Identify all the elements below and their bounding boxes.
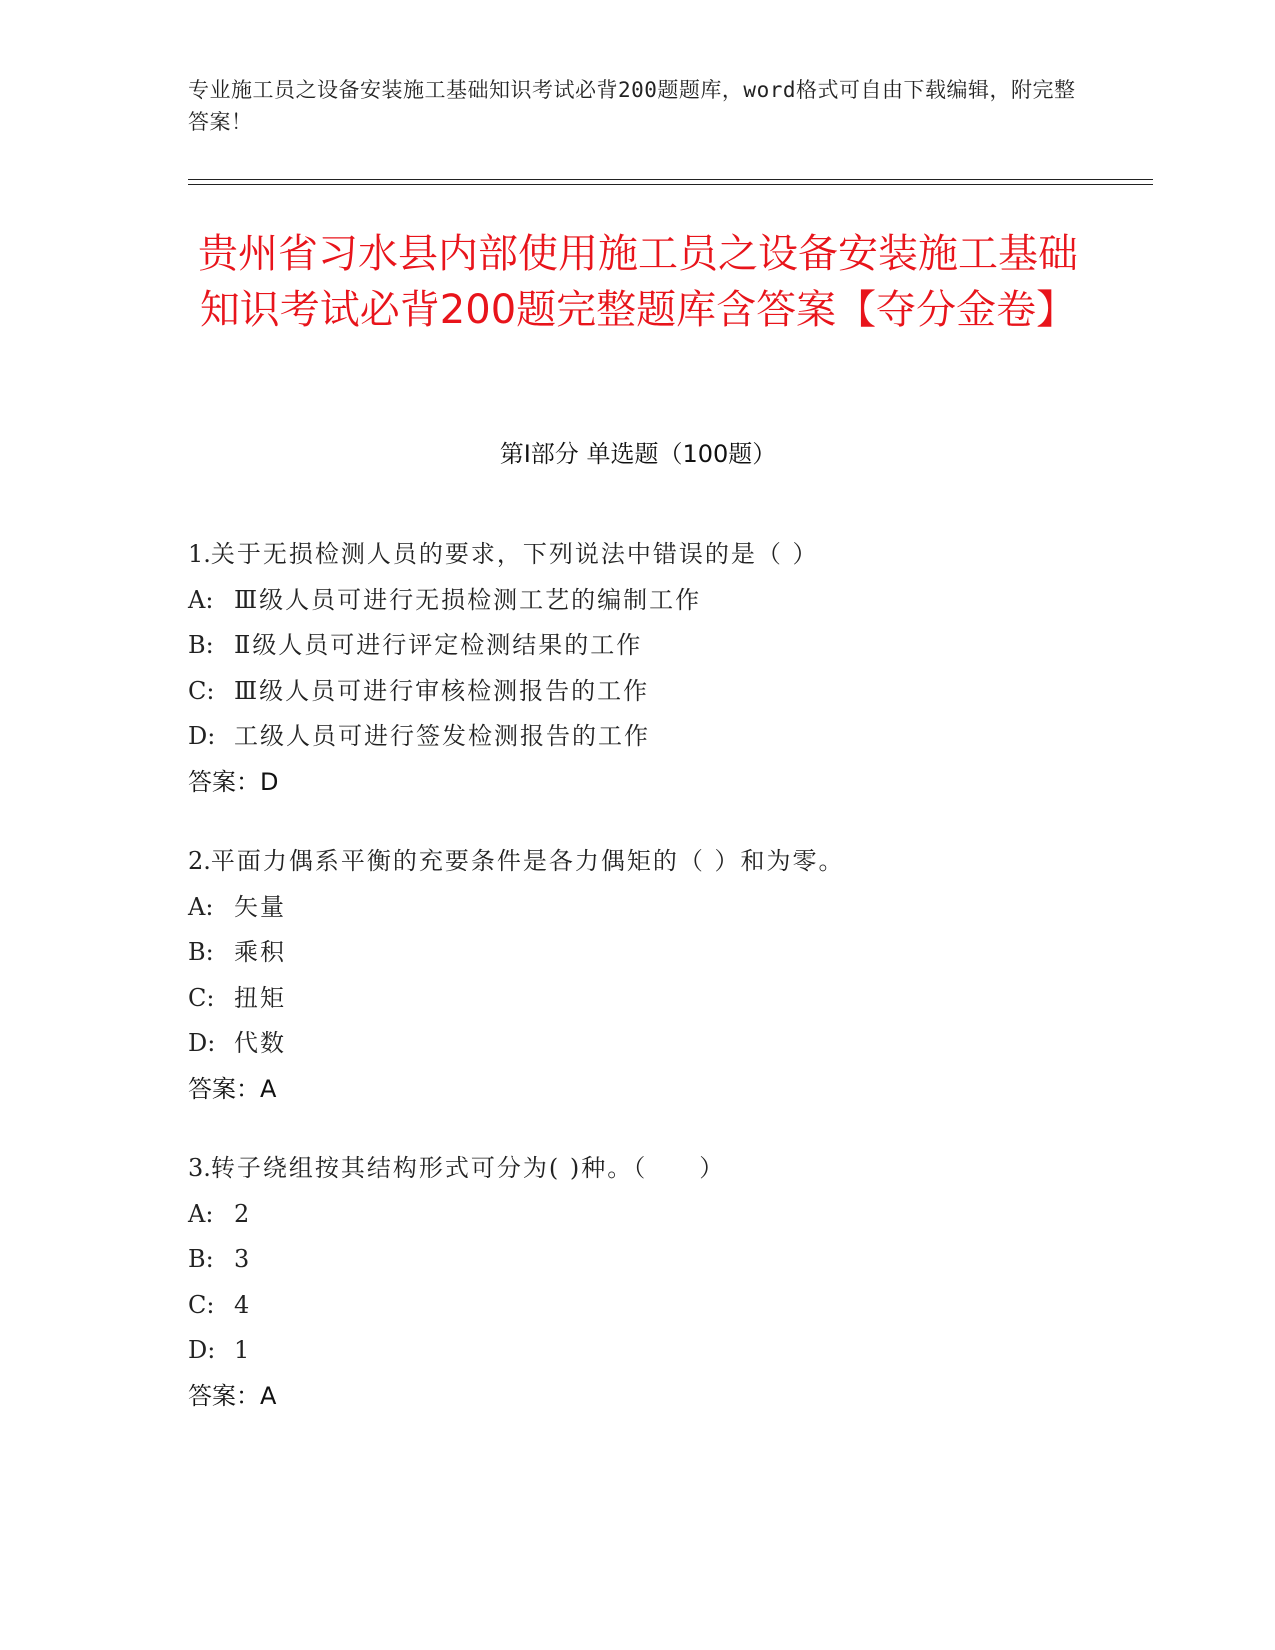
answer-label: 答案：	[188, 767, 260, 796]
option-key: B:	[188, 1245, 214, 1273]
question-stem	[188, 1146, 1148, 1192]
question-number: 3.	[188, 1154, 211, 1182]
answer-label: 答案：	[188, 1381, 260, 1410]
question-1	[188, 532, 1148, 805]
option-a	[188, 578, 1148, 624]
option-key: A:	[188, 585, 214, 614]
option-text: 扭矩	[234, 983, 286, 1012]
question-text: 平面力偶系平衡的充要条件是各力偶矩的（ ）和为零。	[210, 847, 845, 875]
option-text: 工级人员可进行签发检测报告的工作	[234, 722, 650, 750]
question-text: 关于无损检测人员的要求，下列说法中错误的是（ ）	[210, 540, 819, 568]
option-a	[188, 1192, 1148, 1238]
option-text: 代数	[234, 1029, 286, 1057]
header-divider-bottom	[188, 184, 1153, 185]
header-divider-top	[188, 179, 1153, 180]
option-text: Ⅲ级人员可进行审核检测报告的工作	[234, 676, 650, 705]
answer-value: A	[260, 1074, 277, 1103]
option-text: 2	[234, 1199, 252, 1228]
option-key: B:	[188, 938, 214, 966]
question-number: 1.	[188, 540, 211, 568]
option-text: 乘积	[234, 938, 286, 966]
header-note: 专业施工员之设备安装施工基础知识考试必背200题题库，word格式可自由下载编辑，附完整答案！	[188, 78, 1076, 134]
option-text: 3	[234, 1245, 252, 1273]
option-c	[188, 976, 1148, 1022]
option-a	[188, 885, 1148, 931]
option-key: C:	[188, 1290, 215, 1319]
option-c	[188, 1283, 1148, 1329]
answer-value: D	[260, 767, 279, 796]
answer-line	[188, 1374, 1148, 1420]
question-number: 2.	[188, 847, 211, 875]
option-text: Ⅱ级人员可进行评定检测结果的工作	[234, 631, 643, 659]
answer-value: A	[260, 1381, 277, 1410]
option-key: D:	[188, 722, 216, 750]
question-2	[188, 839, 1148, 1112]
question-text: 转子绕组按其结构形式可分为( )种。（ ）	[210, 1154, 726, 1182]
option-text: 矢量	[234, 892, 286, 921]
option-text: 4	[234, 1290, 252, 1319]
answer-label: 答案：	[188, 1074, 260, 1103]
option-b	[188, 1237, 1148, 1283]
option-key: A:	[188, 892, 214, 921]
answer-line	[188, 760, 1148, 806]
section-title: 第Ⅰ部分 单选题（100题）	[499, 440, 777, 468]
option-text: Ⅲ级人员可进行无损检测工艺的编制工作	[234, 585, 702, 614]
option-key: C:	[188, 676, 215, 705]
option-key: D:	[188, 1336, 216, 1364]
question-stem	[188, 839, 1148, 885]
question-list	[188, 532, 1148, 1453]
option-key: D:	[188, 1029, 216, 1057]
answer-line	[188, 1067, 1148, 1113]
option-d	[188, 1021, 1148, 1067]
option-b	[188, 930, 1148, 976]
question-3	[188, 1146, 1148, 1419]
option-b	[188, 623, 1148, 669]
option-key: B:	[188, 631, 214, 659]
option-key: C:	[188, 983, 215, 1012]
option-key: A:	[188, 1199, 214, 1228]
document-title: 贵州省习水县内部使用施工员之设备安装施工基础知识考试必背200题完整题库含答案【夺分金卷】	[198, 231, 1078, 333]
option-text: 1	[234, 1336, 252, 1364]
question-stem	[188, 532, 1148, 578]
option-d	[188, 1328, 1148, 1374]
option-d	[188, 714, 1148, 760]
option-c	[188, 669, 1148, 715]
